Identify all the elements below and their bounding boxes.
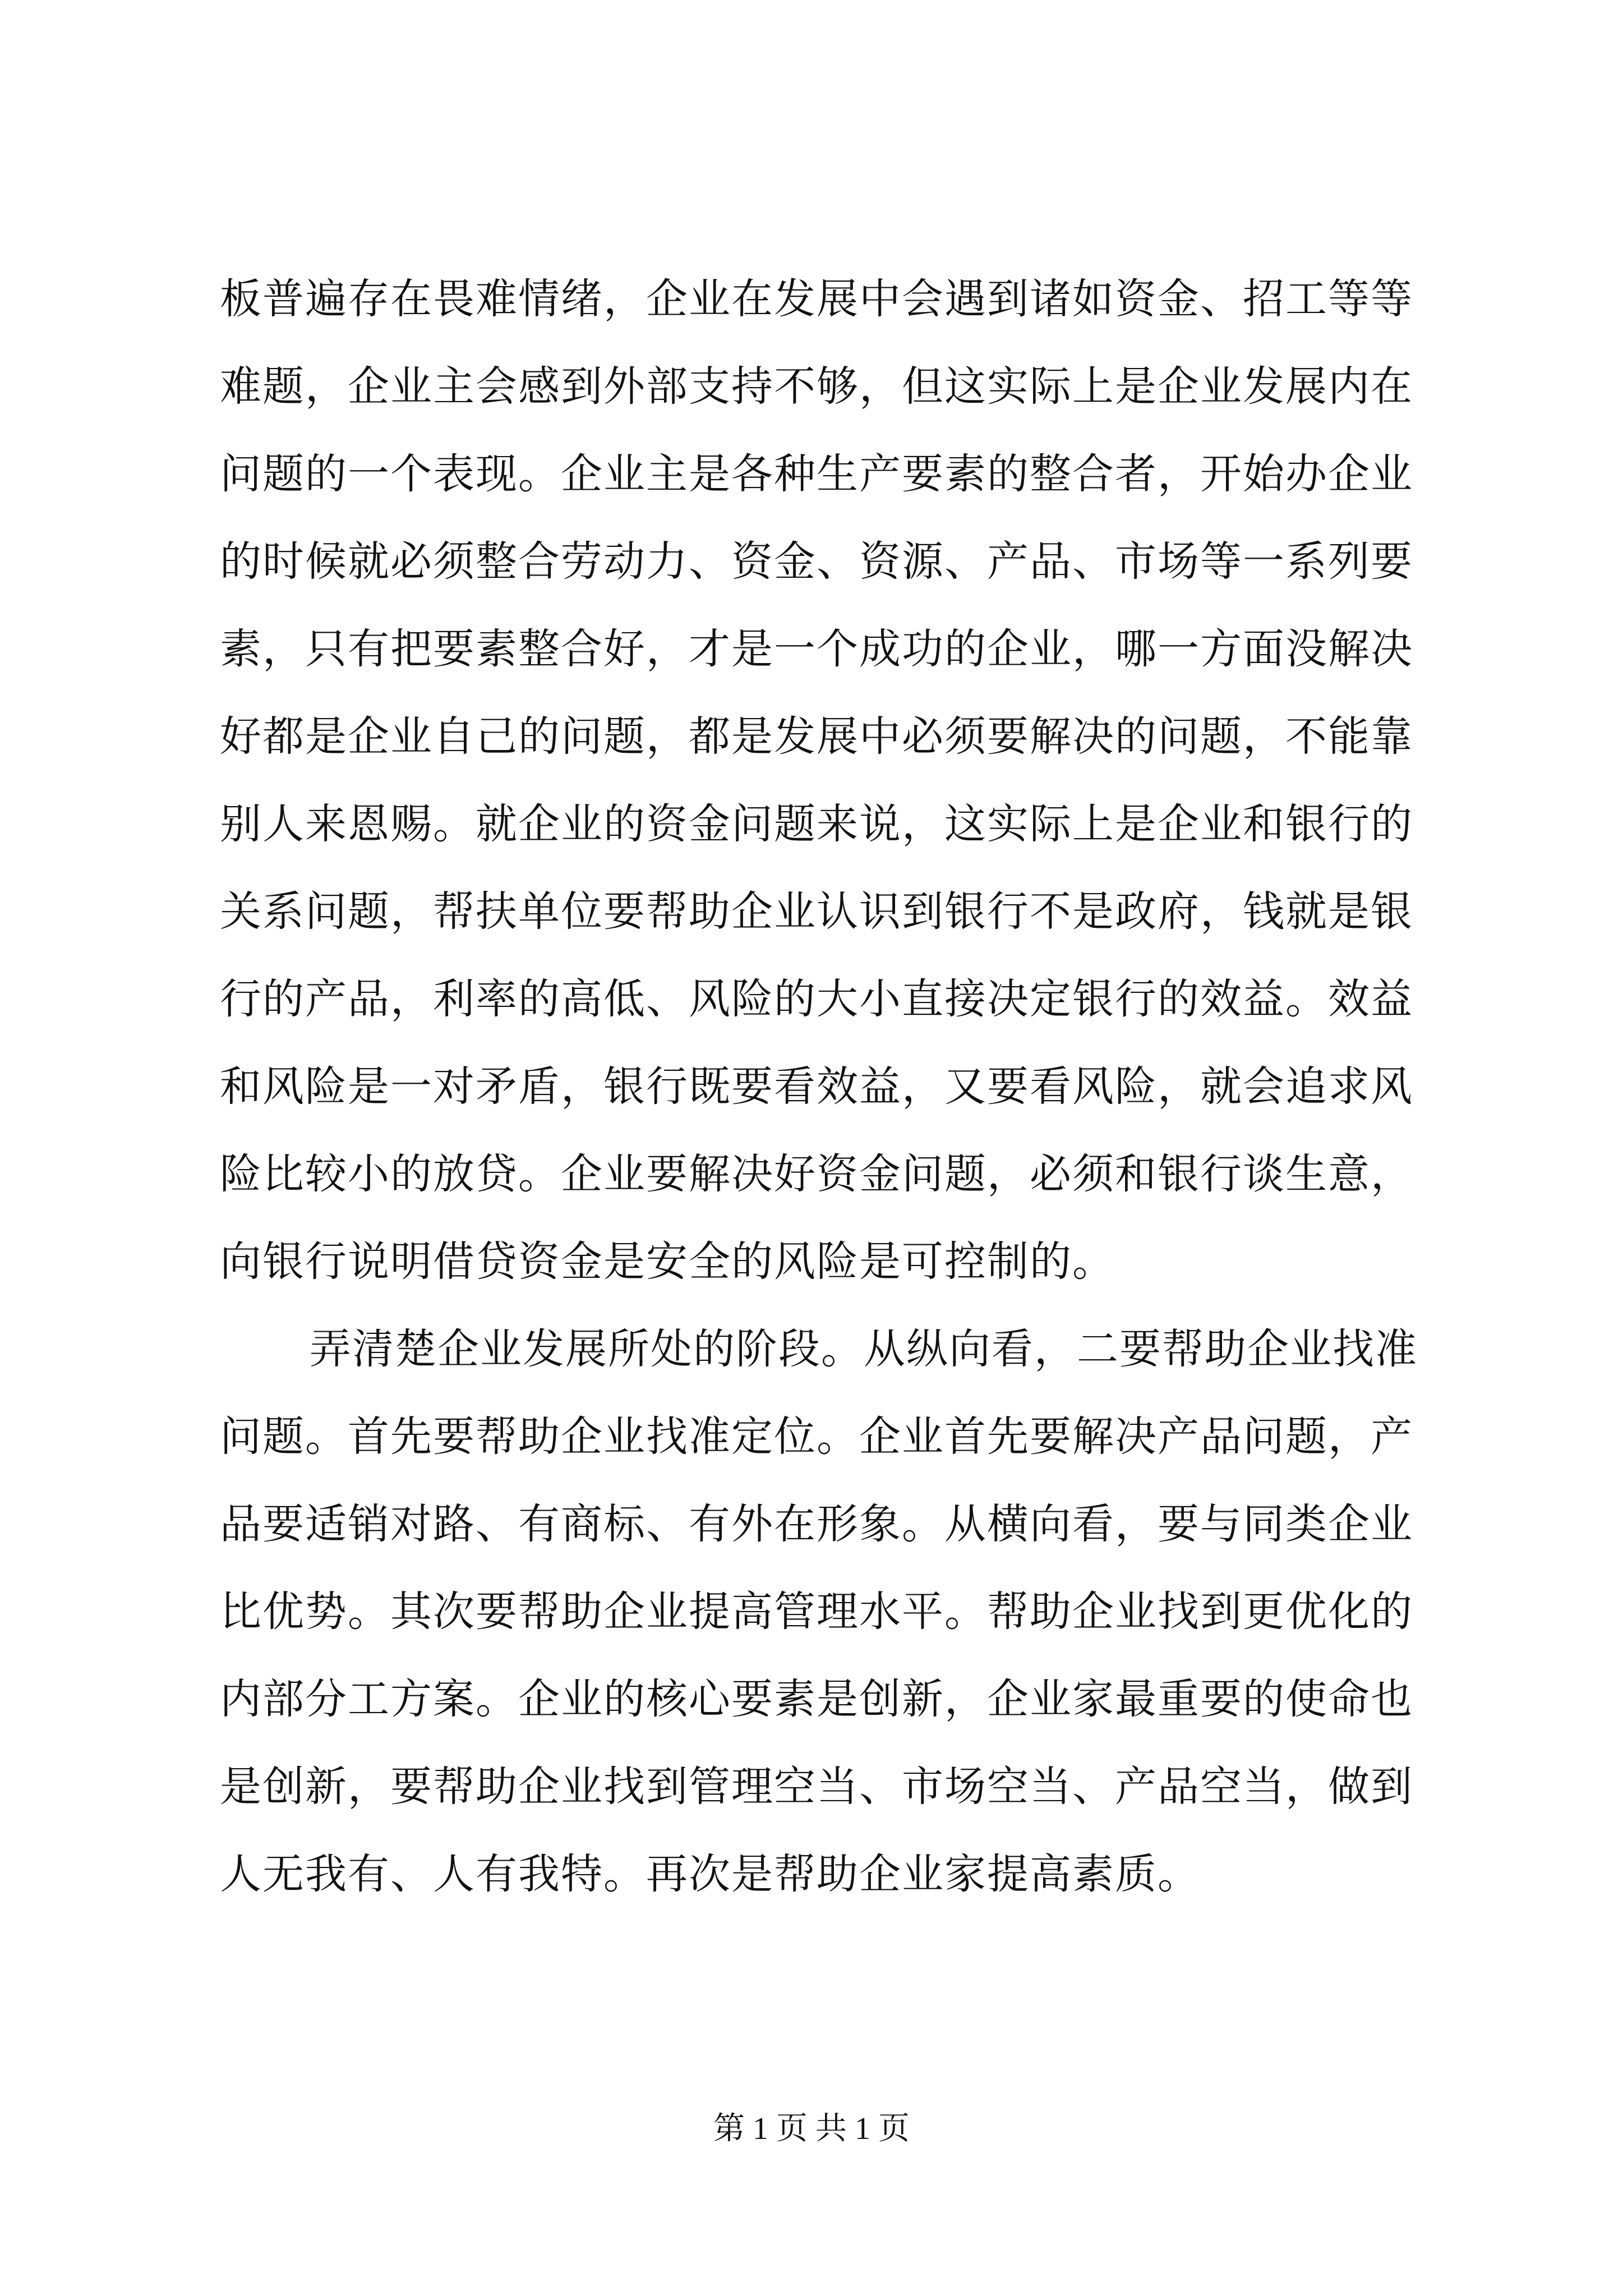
page-footer: [0, 2106, 1623, 2151]
text-line: 素，只有把要素整合好，才是一个成功的企业，哪一方面没解决: [220, 625, 1413, 673]
text-line: 比优势。其次要帮助企业提高管理水平。帮助企业找到更优化的: [220, 1588, 1413, 1636]
paragraph-1: [220, 255, 1426, 1305]
text-line: 和风险是一对矛盾，银行既要看效益，又要看风险，就会追求风: [220, 1062, 1413, 1111]
text-line: 内部分工方案。企业的核心要素是创新，企业家最重要的使命也: [220, 1675, 1413, 1723]
text-line: 险比较小的放贷。企业要解决好资金问题，必须和银行谈生意，: [220, 1150, 1413, 1198]
document-body: [220, 255, 1426, 1918]
text-line: 难题，企业主会感到外部支持不够，但这实际上是企业发展内在: [220, 362, 1413, 411]
text-line: 问题的一个表现。企业主是各种生产要素的整合者，开始办企业: [220, 450, 1413, 498]
text-line: 品要适销对路、有商标、有外在形象。从横向看，要与同类企业: [220, 1500, 1413, 1548]
text-line: 行的产品，利率的高低、风险的大小直接决定银行的效益。效益: [220, 975, 1413, 1023]
text-line: 人无我有、人有我特。再次是帮助企业家提高素质。: [220, 1850, 1200, 1898]
text-line: 关系问题，帮扶单位要帮助企业认识到银行不是政府，钱就是银: [220, 887, 1413, 936]
text-line: 弄清楚企业发展所处的阶段。从纵向看，二要帮助企业找准: [310, 1325, 1418, 1373]
text-line: 是创新，要帮助企业找到管理空当、市场空当、产品空当，做到: [220, 1763, 1413, 1811]
page-number: 第 1 页 共 1 页: [713, 2111, 910, 2146]
text-line: 的时候就必须整合劳动力、资金、资源、产品、市场等一系列要: [220, 537, 1413, 586]
text-line: 问题。首先要帮助企业找准定位。企业首先要解决产品问题，产: [220, 1412, 1413, 1461]
paragraph-2: [220, 1305, 1426, 1918]
text-line: 向银行说明借贷资金是安全的风险是可控制的。: [220, 1237, 1115, 1286]
text-line: 别人来恩赐。就企业的资金问题来说，这实际上是企业和银行的: [220, 800, 1413, 848]
text-line: 板普遍存在畏难情绪，企业在发展中会遇到诸如资金、招工等等: [220, 275, 1413, 323]
text-line: 好都是企业自己的问题，都是发展中必须要解决的问题，不能靠: [220, 712, 1413, 761]
